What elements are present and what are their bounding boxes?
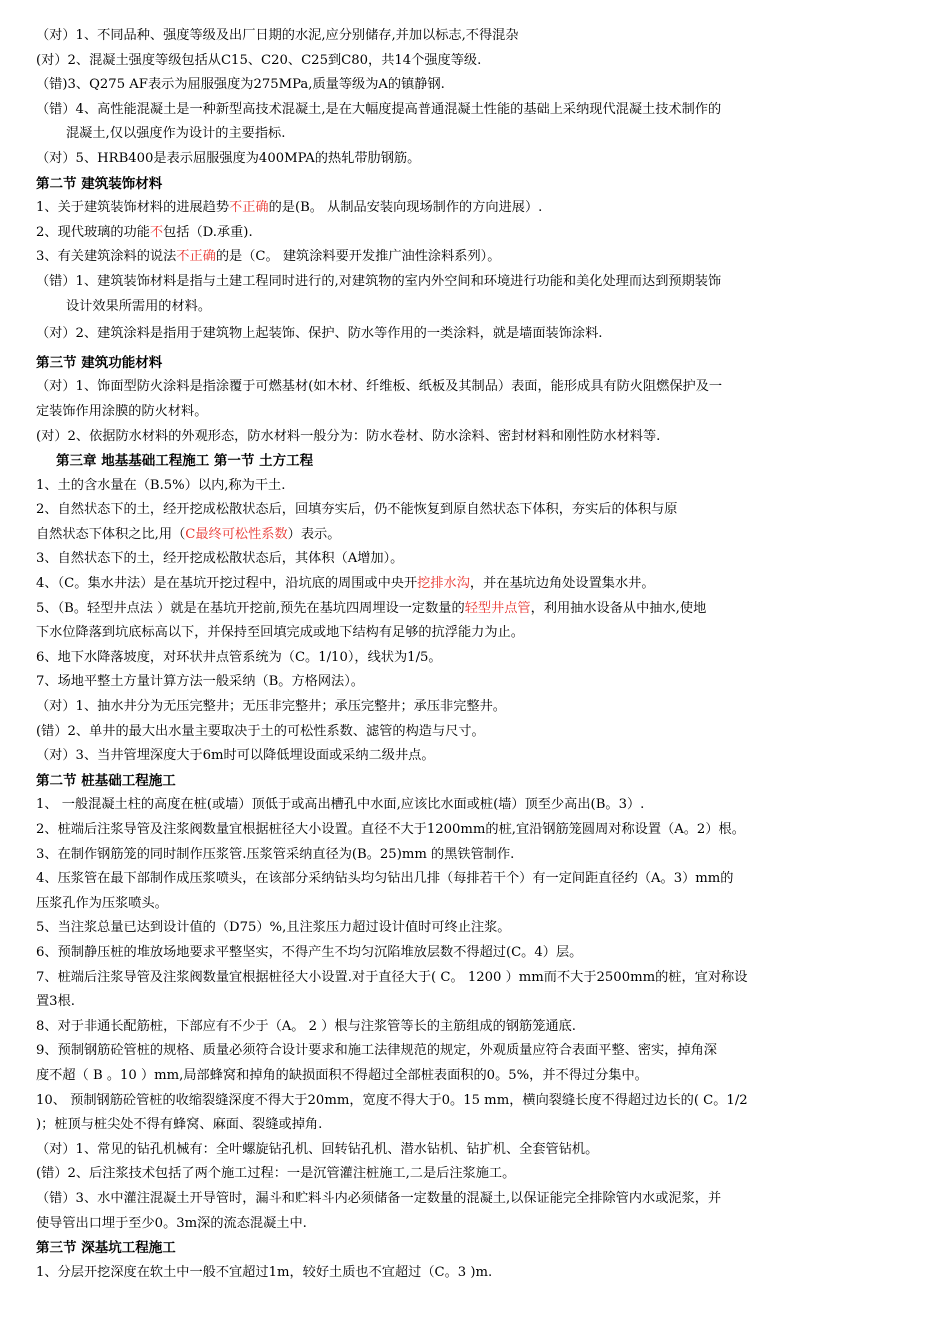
paragraph-line	[36, 1113, 916, 1138]
paragraph-line	[36, 400, 916, 425]
text-segment: 自然状态下体积之比,用（	[36, 526, 186, 542]
paragraph-line	[36, 990, 916, 1015]
text-segment: 4、压浆管在最下部制作成压浆喷头，在该部分采纳钻头均匀钻出几排（每排若干个）有一定间距直径约（A。3）mm的	[36, 871, 734, 887]
text-segment: （对）1、饰面型防火涂料是指涂覆于可燃基材(如木材、纤维板、纸板及其制品）表面，能形成具有防火阻燃保护及一	[36, 379, 723, 395]
text-segment: （对）1、不同品种、强度等级及出厂日期的水泥,应分别储存,并加以标志,不得混杂	[36, 28, 519, 43]
text-segment: 设计效果所需用的材料。	[66, 298, 212, 314]
text-segment: 1、分层开挖深度在软土中一般不宜超过1m，较好土质也不宜超过（C。3 )m.	[36, 1264, 493, 1280]
text-segment: 1、关于建筑装饰材料的进展趋势	[36, 200, 230, 216]
paragraph-line	[36, 375, 916, 400]
paragraph-line	[36, 646, 916, 671]
text-segment: 5、（B。轻型井点法 ）就是在基坑开挖前,预先在基坑四周埋设一定数量的	[36, 600, 465, 616]
text-segment: 9、预制钢筋砼管桩的规格、质量必须符合设计要求和施工法律规范的规定，外观质量应符合表面平整、密实，掉角深	[36, 1043, 717, 1059]
paragraph-line	[36, 221, 916, 246]
text-segment: 3、在制作钢筋笼的同时制作压浆管.压浆管采纳直径为(B。25)mm 的黑铁管制作.	[36, 846, 515, 862]
paragraph-line	[36, 322, 916, 347]
paragraph-line	[36, 1212, 916, 1237]
text-segment: 6、预制静压桩的堆放场地要求平整坚实，不得产生不均匀沉陷堆放层数不得超过(C。4）层。	[36, 944, 583, 960]
text-segment: 第三章 地基基础工程施工 第一节 土方工程	[56, 453, 314, 470]
paragraph-line	[36, 49, 916, 74]
text-segment: 1、土的含水量在（B.5%）以内,称为干土.	[36, 477, 286, 493]
text-segment: （对）1、抽水井分为无压完整井；无压非完整井；承压完整井；承压非完整井。	[36, 699, 506, 715]
paragraph-line	[36, 1162, 916, 1187]
text-segment: 1、 一般混凝土柱的高度在桩(或墙）顶低于或高出槽孔中水面,应该比水面或桩(墙）顶至少高出(B。3）.	[36, 797, 645, 813]
highlighted-text: 不	[149, 224, 164, 240]
paragraph-line	[36, 523, 916, 548]
paragraph-line	[36, 196, 916, 221]
paragraph-line	[36, 147, 916, 172]
text-segment: （错)3、Q275 AF表示为屈服强度为275MPa,质量等级为A的镇静钢.	[36, 77, 445, 93]
text-segment: 4、（C。集水井法）是在基坑开挖过程中，沿坑底的周围或中央开	[36, 576, 418, 592]
highlighted-text: 挖排水沟	[417, 576, 470, 592]
text-segment: 压浆孔作为压浆喷头。	[36, 895, 168, 911]
text-segment: （错）3、水中灌注混凝土开导管时，漏斗和贮料斗内必须储备一定数量的混凝土,以保证能完全排除管内水或泥浆，并	[36, 1190, 722, 1206]
highlighted-text: 不正确	[176, 249, 216, 265]
section-heading	[36, 351, 916, 376]
text-segment: 混凝土,仅以强度作为设计的主要指标.	[66, 126, 286, 142]
text-segment: （错）1、建筑装饰材料是指与土建工程同时进行的,对建筑物的室内外空间和环境进行功能和美化处理而达到预期装饰	[36, 273, 722, 289]
text-segment: )；桩顶与桩尖处不得有蜂窝、麻面、裂缝或掉角.	[36, 1117, 323, 1133]
paragraph-line	[36, 1138, 916, 1163]
text-segment: 的是(B。 从制品安装向现场制作的方向进展）.	[268, 200, 543, 216]
text-segment: ，利用抽水设备从中抽水,使地	[530, 600, 707, 616]
paragraph-continuation	[36, 295, 916, 319]
section-heading	[36, 1236, 916, 1261]
text-segment: 第三节 深基坑工程施工	[36, 1240, 176, 1257]
paragraph-line	[36, 425, 916, 450]
paragraph-line	[36, 245, 916, 270]
paragraph-line	[36, 720, 916, 745]
text-segment: (对）2、混凝土强度等级包括从C15、C20、C25到C80，共14个强度等级.	[36, 52, 482, 68]
text-segment: ，并在基坑边角处设置集水井。	[469, 576, 655, 592]
paragraph-line	[36, 892, 916, 917]
paragraph-line	[36, 572, 916, 597]
paragraph-line	[36, 547, 916, 572]
text-segment: 置3根.	[36, 994, 75, 1010]
paragraph-line	[36, 474, 916, 499]
text-segment: （对）1、常见的钻孔机械有：全叶螺旋钻孔机、回转钻孔机、潜水钻机、钻扩机、全套管钻机。	[36, 1141, 599, 1157]
text-segment: 定装饰作用涂膜的防火材料。	[36, 403, 208, 419]
text-segment: 使导管出口埋于至少0。3m深的流态混凝土中.	[36, 1215, 307, 1231]
paragraph-line	[36, 1187, 916, 1212]
paragraph-line	[36, 597, 916, 622]
text-segment: （对）3、当井管埋深度大于6m时可以降低埋设面或采纳二级井点。	[36, 748, 435, 764]
text-segment: 第三节 建筑功能材料	[36, 354, 163, 371]
text-segment: 第二节 桩基础工程施工	[36, 772, 176, 789]
text-segment: 8、对于非通长配筋桩，下部应有不少于（A。 2 ）根与注浆管等长的主筋组成的钢筋笼通底.	[36, 1018, 577, 1034]
text-segment: 6、地下水降落坡度，对环状井点管系统为（C。1/10），线状为1/5。	[36, 649, 442, 665]
highlighted-text: 不正确	[229, 200, 269, 216]
text-segment: （对）5、HRB400是表示屈服强度为400MPA的热轧带肋钢筋。	[36, 150, 421, 166]
text-segment: 的是（C。 建筑涂料要开发推广油性涂料系列）。	[215, 249, 501, 265]
text-segment: 7、桩端后注浆导管及注浆阀数量宜根据桩径大小设置.对于直径大于( C。 1200 ）mm而不大于2500mm的桩，宜对称设	[36, 969, 748, 985]
chapter-heading	[36, 449, 916, 474]
paragraph-line	[36, 1039, 916, 1064]
paragraph-line	[36, 670, 916, 695]
paragraph-line	[36, 1015, 916, 1040]
paragraph-line	[36, 966, 916, 991]
text-segment: 10、 预制钢筋砼管桩的收缩裂缝深度不得大于20mm，宽度不得大于0。15 mm，横向裂缝长度不得超过边长的( C。1/2	[36, 1092, 748, 1108]
paragraph-line	[36, 621, 916, 646]
paragraph-line	[36, 793, 916, 818]
text-segment: ）表示。	[287, 526, 341, 542]
paragraph-line	[36, 270, 916, 295]
text-segment: (错）2、单井的最大出水量主要取决于土的可松性系数、滤管的构造与尺寸。	[36, 723, 485, 739]
text-segment: 3、有关建筑涂料的说法	[36, 249, 177, 265]
section-heading	[36, 172, 916, 197]
text-segment: 5、当注浆总量已达到设计值的（D75）%,且注浆压力超过设计值时可终止注浆。	[36, 920, 511, 936]
paragraph-line	[36, 1261, 916, 1286]
text-segment: (错）2、后注浆技术包括了两个施工过程：一是沉管灌注桩施工,二是后注浆施工。	[36, 1166, 516, 1182]
text-segment: 2、现代玻璃的功能	[36, 224, 150, 240]
text-segment: （对）2、建筑涂料是指用于建筑物上起装饰、保护、防水等作用的一类涂料，就是墙面装饰涂料.	[36, 326, 603, 342]
text-segment: （错）4、高性能混凝土是一种新型高技术混凝土,是在大幅度提高普通混凝土性能的基础上采纳现代混凝土技术制作的	[36, 101, 722, 117]
section-heading	[36, 769, 916, 794]
paragraph-line	[36, 24, 916, 49]
highlighted-text: C最终可松性系数	[185, 526, 288, 542]
text-segment: (对）2、依据防水材料的外观形态，防水材料一般分为：防水卷材、防水涂料、密封材料和刚性防水材料等.	[36, 428, 661, 444]
paragraph-continuation	[36, 122, 916, 147]
paragraph-line	[36, 867, 916, 892]
paragraph-line	[36, 695, 916, 720]
paragraph-line	[36, 1089, 916, 1114]
paragraph-line	[36, 98, 916, 123]
paragraph-line	[36, 498, 916, 523]
text-segment: 包括（D.承重).	[163, 224, 253, 240]
paragraph-line	[36, 916, 916, 941]
paragraph-line	[36, 941, 916, 966]
text-segment: 度不超（ B 。10 ）mm,局部蜂窝和掉角的缺损面积不得超过全部桩表面积的0。5%，并不得过分集中。	[36, 1067, 648, 1083]
paragraph-line	[36, 744, 916, 769]
text-segment: 3、自然状态下的土，经开挖成松散状态后，其体积（A增加）。	[36, 551, 404, 567]
paragraph-line	[36, 73, 916, 98]
paragraph-line	[36, 843, 916, 868]
text-segment: 2、桩端后注浆导管及注浆阀数量宜根据桩径大小设置。直径不大于1200mm的桩,宜沿钢筋笼圆周对称设置（A。2）根。	[36, 822, 745, 837]
text-segment: 第二节 建筑装饰材料	[36, 175, 163, 192]
text-segment: 7、场地平整土方量计算方法一般采纳（B。方格网法）。	[36, 674, 364, 690]
paragraph-line	[36, 1064, 916, 1089]
text-segment: 2、自然状态下的土，经开挖成松散状态后，回填夯实后，仍不能恢复到原自然状态下体积，夯实后的体积与原	[36, 502, 678, 518]
paragraph-line	[36, 818, 916, 843]
highlighted-text: 轻型井点管	[464, 600, 531, 616]
text-segment: 下水位降落到坑底标高以下，并保持至回填完成或地下结构有足够的抗浮能力为止。	[36, 625, 524, 641]
